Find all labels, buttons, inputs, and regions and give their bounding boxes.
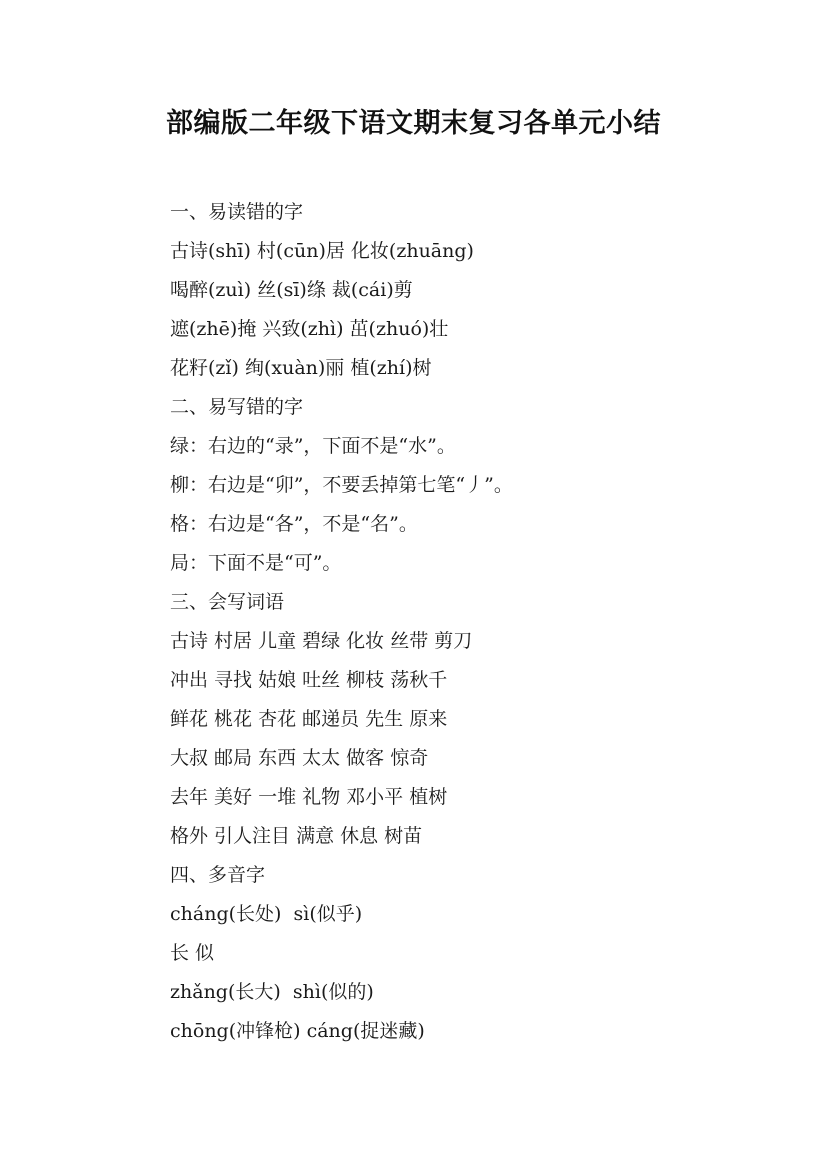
section-heading-vocabulary: 三、会写词语: [170, 591, 285, 613]
text-line: 古诗 村居 儿童 碧绿 化妆 丝带 剪刀: [170, 630, 473, 652]
text-line: 局：下面不是“可”。: [170, 552, 342, 574]
text-line: 喝醉(zuì) 丝(sī)绦 裁(cái)剪: [170, 279, 413, 301]
text-line: 花籽(zǐ) 绚(xuàn)丽 植(zhí)树: [170, 357, 432, 379]
text-line: 格外 引人注目 满意 休息 树苗: [170, 825, 423, 847]
text-line: chōng(冲锋枪) cáng(捉迷藏): [170, 1020, 425, 1042]
text-line: 鲜花 桃花 杏花 邮递员 先生 原来: [170, 708, 448, 730]
text-line: 格：右边是“各”，不是“名”。: [170, 513, 418, 535]
section-heading-miswritten: 二、易写错的字: [170, 396, 304, 418]
text-line: 绿：右边的“录”，下面不是“水”。: [170, 435, 456, 457]
text-line: zhǎng(长大) shì(似的): [170, 981, 374, 1003]
text-line: 冲出 寻找 姑娘 吐丝 柳枝 荡秋千: [170, 669, 448, 691]
text-line: 遮(zhē)掩 兴致(zhì) 茁(zhuó)壮: [170, 318, 449, 340]
text-line: 柳：右边是“卯”，不要丢掉第七笔“丿”。: [170, 474, 513, 496]
text-line: 古诗(shī) 村(cūn)居 化妆(zhuāng): [170, 240, 474, 262]
section-heading-polyphonic: 四、多音字: [170, 864, 266, 886]
section-heading-misread: 一、易读错的字: [170, 201, 304, 223]
text-line: 长 似: [170, 942, 215, 964]
text-line: 去年 美好 一堆 礼物 邓小平 植树: [170, 786, 448, 808]
text-line: 大叔 邮局 东西 太太 做客 惊奇: [170, 747, 429, 769]
document-title: 部编版二年级下语文期末复习各单元小结: [166, 108, 661, 139]
text-line: cháng(长处) sì(似乎): [170, 903, 363, 925]
document-body: [170, 195, 790, 1053]
